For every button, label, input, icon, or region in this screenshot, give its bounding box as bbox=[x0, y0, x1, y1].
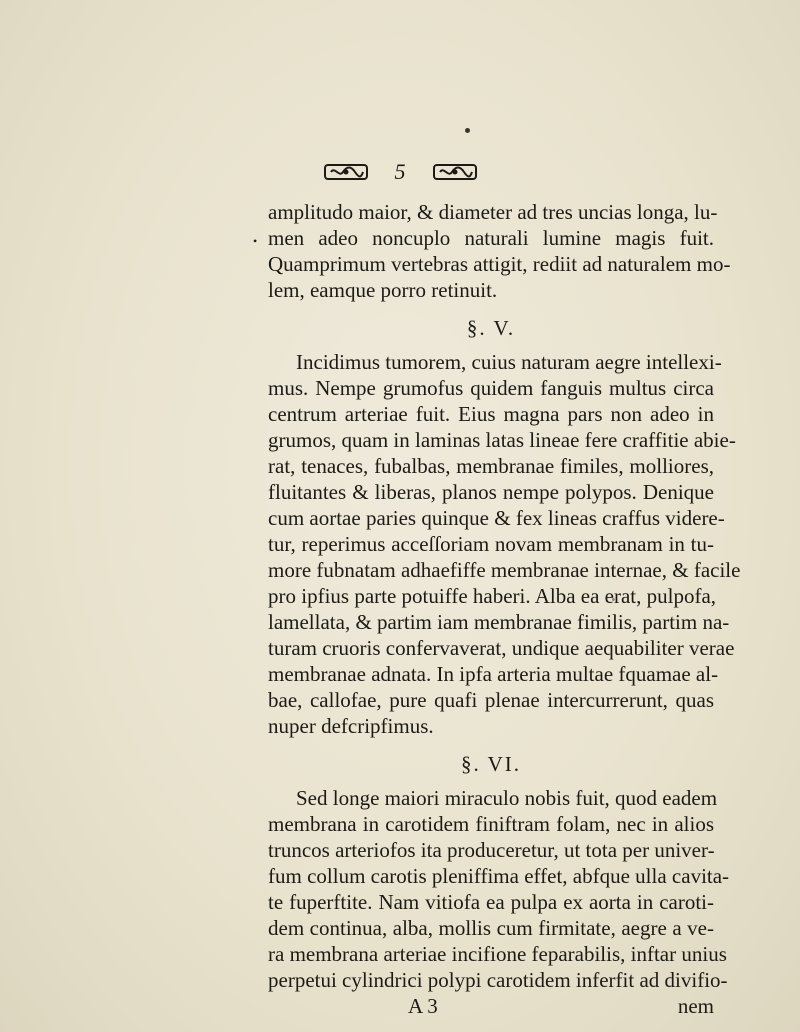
page-footer bbox=[268, 993, 714, 1019]
text-block bbox=[268, 199, 741, 1019]
text-line: lamellata, & partim iam membranae fimilis, partim na- bbox=[268, 610, 730, 634]
signature-mark: A 3 bbox=[408, 994, 438, 1018]
text-line: truncos arteriofos ita produceretur, ut tota per univer- bbox=[268, 838, 715, 862]
text-line: Incidimus tumorem, cuius naturam aegre intellexi- bbox=[296, 350, 722, 374]
text-line: membrana in carotidem finiftram folam, nec in alios bbox=[268, 812, 714, 836]
text-line: rat, tenaces, fubalbas, membranae fimiles, molliores, bbox=[268, 454, 714, 478]
text-line: bae, callofae, pure quafi plenae intercurrerunt, quas bbox=[268, 688, 714, 712]
text-line: Sed longe maiori miraculo nobis fuit, quod eadem bbox=[296, 786, 718, 810]
text-line: cum aortae paries quinque & fex lineas craffus videre- bbox=[268, 506, 725, 530]
text-line: perpetui cylindrici polypi carotidem inferfit ad divifio- bbox=[268, 968, 728, 992]
text-line: pro ipfius parte potuiffe haberi. Alba ea erat, pulpofa, bbox=[268, 584, 717, 608]
text-line: membranae adnata. In ipfa arteria multae fquamae al- bbox=[268, 662, 719, 686]
section-heading-vi: §. VI. bbox=[460, 752, 522, 776]
section-heading-v: §. V. bbox=[466, 316, 516, 340]
paragraph-1 bbox=[268, 199, 731, 303]
text-line: te fuperftite. Nam vitiofa ea pulpa ex aorta in caroti- bbox=[268, 890, 714, 914]
text-line: fum collum carotis pleniffima effet, abfque ulla cavita- bbox=[268, 864, 730, 888]
text-line: centrum arteriae fuit. Eius magna pars non adeo in bbox=[268, 402, 714, 426]
paper-speck bbox=[465, 128, 470, 133]
paragraph-2 bbox=[268, 349, 741, 739]
page-number: 5 bbox=[394, 159, 406, 184]
text-line: ra membrana arteriae incifione feparabilis, inftar unius bbox=[268, 942, 727, 966]
text-line: more fubnatam adhaefiffe membranae internae, & facile bbox=[268, 558, 741, 582]
text-line: turam cruoris confervaverat, undique aequabiliter verae bbox=[268, 636, 735, 660]
printer-ornament-icon bbox=[432, 160, 478, 184]
paragraph-3 bbox=[268, 785, 730, 993]
margin-mark: • bbox=[253, 234, 258, 248]
printer-ornament-icon bbox=[323, 160, 369, 184]
text-line: lem, eamque porro retinuit. bbox=[268, 278, 498, 302]
text-line: tur, reperimus acceſſoriam novam membranam in tu- bbox=[268, 532, 714, 556]
text-line: fluitantes & liberas, planos nempe polypos. Denique bbox=[268, 480, 714, 504]
text-line: amplitudo maior, & diameter ad tres uncias longa, lu- bbox=[268, 200, 718, 224]
text-line: Quamprimum vertebras attigit, rediit ad naturalem mo- bbox=[268, 252, 731, 276]
text-line: mus. Nempe grumofus quidem fanguis multus circa bbox=[268, 376, 714, 400]
text-line: dem continua, alba, mollis cum firmitate, aegre a ve- bbox=[268, 916, 714, 940]
running-header bbox=[0, 160, 800, 184]
text-line: men adeo noncuplo naturali lumine magis fuit. bbox=[268, 226, 714, 250]
text-line: grumos, quam in laminas latas lineae fere craffitie abie- bbox=[268, 428, 736, 452]
text-line: nuper defcripfimus. bbox=[268, 714, 434, 738]
catchword: nem bbox=[677, 994, 714, 1018]
